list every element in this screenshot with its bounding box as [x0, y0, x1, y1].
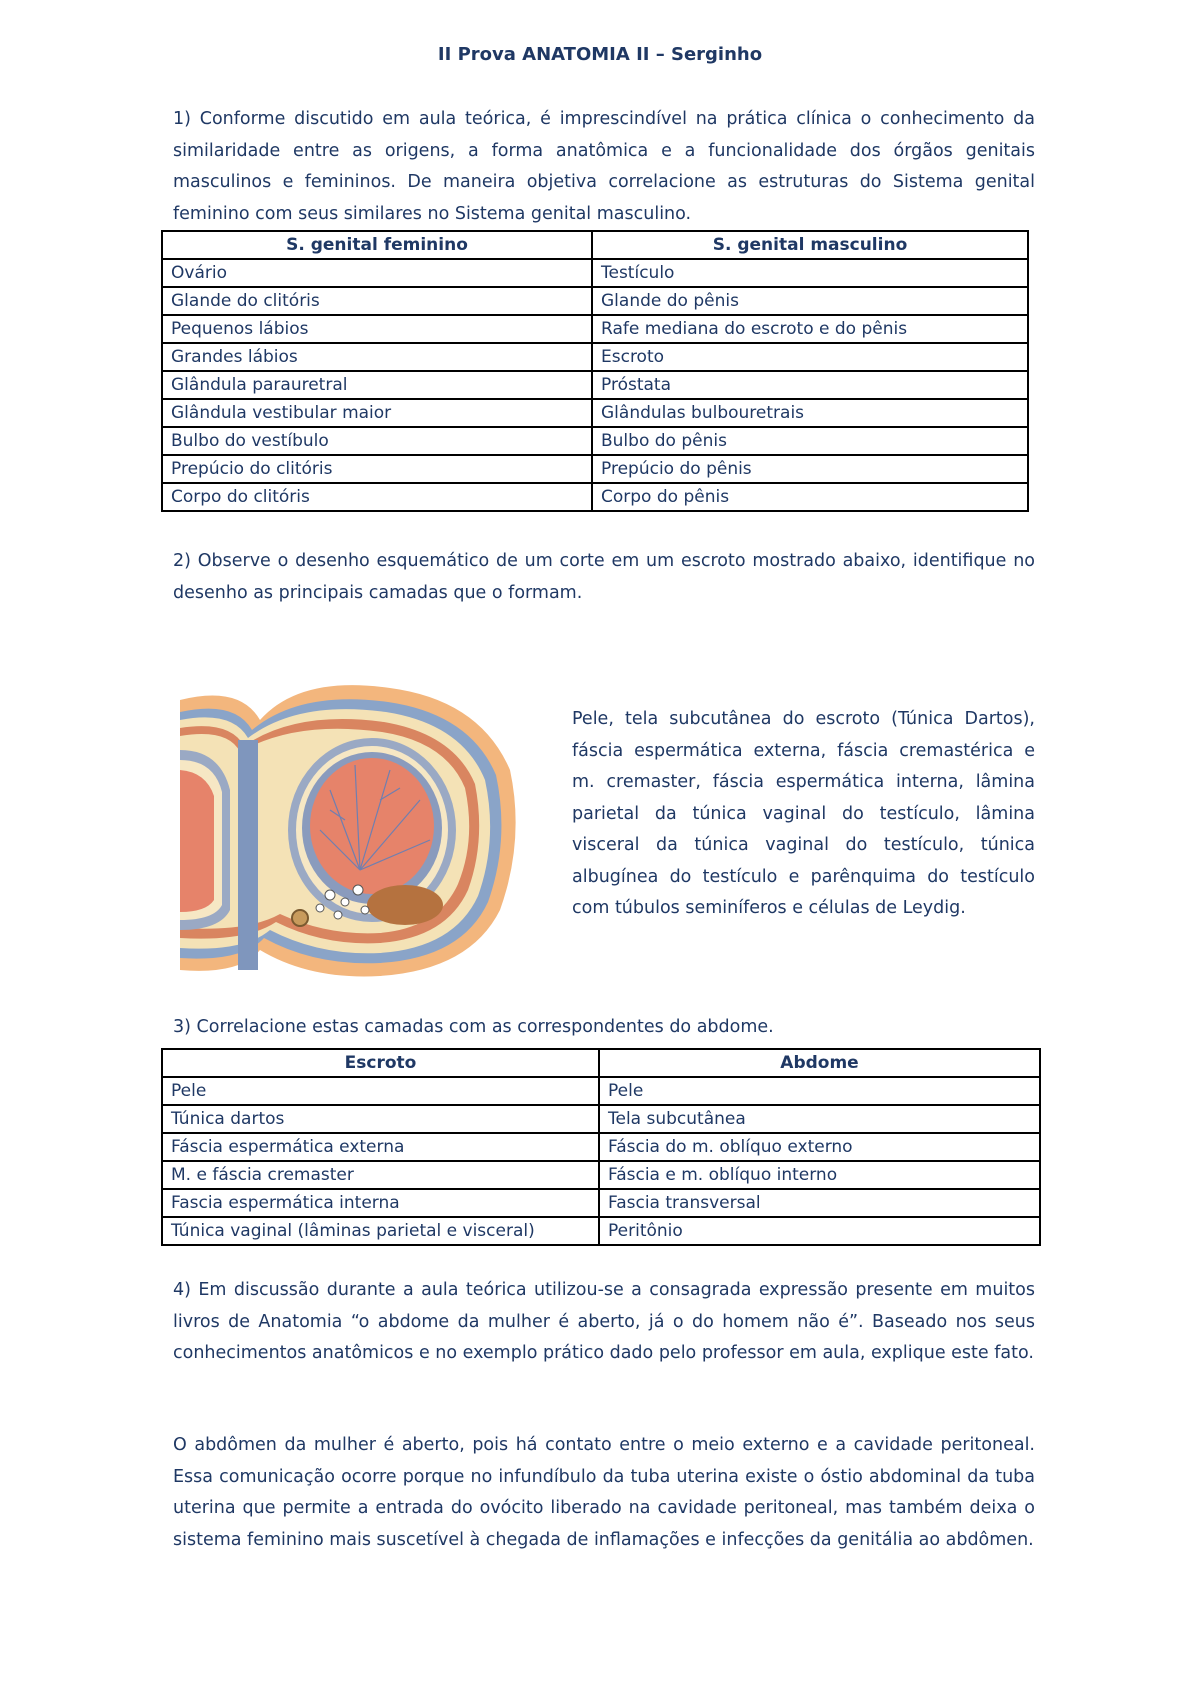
table-cell: Próstata: [592, 371, 1028, 399]
table-cell: M. e fáscia cremaster: [162, 1161, 599, 1189]
question-3-text: 3) Correlacione estas camadas com as correspondentes do abdome.: [173, 1017, 774, 1037]
table-row: [162, 399, 1028, 427]
table-cell: Glândula parauretral: [162, 371, 592, 399]
column-header: Escroto: [162, 1049, 599, 1077]
table-cell: Corpo do clitóris: [162, 483, 592, 511]
table-cell: Glande do pênis: [592, 287, 1028, 315]
table-cell: Grandes lábios: [162, 343, 592, 371]
table-header-row: [162, 231, 1028, 259]
scrotum-section-illustration: [180, 680, 550, 980]
table-cell: Pele: [599, 1077, 1040, 1105]
testis-parenchyma: [310, 758, 434, 894]
question-2-text: 2) Observe o desenho esquemático de um corte em um escroto mostrado abaixo, identifique no desenho as principais camadas que o formam.: [173, 551, 1035, 603]
table-cell: Glândula vestibular maior: [162, 399, 592, 427]
scrotum-drawing: [180, 680, 550, 980]
question-4-text: 4) Em discussão durante a aula teórica utilizou-se a consagrada expressão presente em muitos livros de Anatomia “o abdome da mulher é aberto, já o do homem não é”. Baseado nos seus conhecimentos anatômicos e no exemplo prático dado pelo professor em aula, explique este fato.: [173, 1280, 1035, 1363]
table-row: [162, 483, 1028, 511]
column-header: S. genital masculino: [592, 231, 1028, 259]
vas-deferens: [292, 910, 308, 926]
table-header-row: [162, 1049, 1040, 1077]
table-cell: Prepúcio do clitóris: [162, 455, 592, 483]
table-cell: Prepúcio do pênis: [592, 455, 1028, 483]
column-header: S. genital feminino: [162, 231, 592, 259]
table-cell: Fáscia espermática externa: [162, 1133, 599, 1161]
table-cell: Rafe mediana do escroto e do pênis: [592, 315, 1028, 343]
table-row: [162, 1105, 1040, 1133]
table-cell: Tela subcutânea: [599, 1105, 1040, 1133]
table-cell: Corpo do pênis: [592, 483, 1028, 511]
table-cell: Escroto: [592, 343, 1028, 371]
question-2-answer: Pele, tela subcutânea do escroto (Túnica Dartos), fáscia espermática externa, fáscia cremastérica e m. cremaster, fáscia espermática interna, lâmina parietal da túnica vaginal do testículo, lâmina visceral da túnica vaginal do testículo, túnica albugínea do testículo e parênquima do testículo com túbulos seminíferos e células de Leydig.: [572, 709, 1035, 918]
question-4-answer: O abdômen da mulher é aberto, pois há contato entre o meio externo e a cavidade peritoneal. Essa comunicação ocorre porque no infundíbulo da tuba uterina existe o óstio abdominal da tuba uterina que permite a entrada do ovócito liberado na cavidade peritoneal, mas também deixa o sistema feminino mais suscetível à chegada de inflamações e infecções da genitália ao abdômen.: [173, 1435, 1035, 1550]
table-cell: Fáscia e m. oblíquo interno: [599, 1161, 1040, 1189]
table-cell: Túnica dartos: [162, 1105, 599, 1133]
median-septum: [238, 740, 258, 970]
column-header: Abdome: [599, 1049, 1040, 1077]
table-row: [162, 343, 1028, 371]
table-layers-correlation: [161, 1048, 1041, 1246]
table-row: [162, 259, 1028, 287]
table-cell: Peritônio: [599, 1217, 1040, 1245]
table-cell: Glândulas bulbouretrais: [592, 399, 1028, 427]
table-cell: Túnica vaginal (lâminas parietal e visceral): [162, 1217, 599, 1245]
table-row: [162, 1133, 1040, 1161]
table-cell: Testículo: [592, 259, 1028, 287]
table-cell: Bulbo do pênis: [592, 427, 1028, 455]
table-row: [162, 371, 1028, 399]
page-title: II Prova ANATOMIA II – Serginho: [437, 44, 763, 65]
table-row: [162, 1077, 1040, 1105]
table-row: [162, 287, 1028, 315]
table-cell: Pele: [162, 1077, 599, 1105]
table-genital-correlation: [161, 230, 1029, 512]
epididymis: [367, 885, 443, 925]
table-cell: Glande do clitóris: [162, 287, 592, 315]
table-row: [162, 1217, 1040, 1245]
table-cell: Bulbo do vestíbulo: [162, 427, 592, 455]
table-cell: Fascia transversal: [599, 1189, 1040, 1217]
table-row: [162, 427, 1028, 455]
table-cell: Fascia espermática interna: [162, 1189, 599, 1217]
table-cell: Fáscia do m. oblíquo externo: [599, 1133, 1040, 1161]
question-1-text: 1) Conforme discutido em aula teórica, é imprescindível na prática clínica o conhecimento da similaridade entre as origens, a forma anatômica e a funcionalidade dos órgãos genitais masculinos e femininos. De maneira objetiva correlacione as estruturas do Sistema genital feminino com seus similares no Sistema genital masculino.: [173, 109, 1035, 224]
table-row: [162, 455, 1028, 483]
table-row: [162, 1161, 1040, 1189]
table-row: [162, 315, 1028, 343]
table-row: [162, 1189, 1040, 1217]
table-cell: Ovário: [162, 259, 592, 287]
table-cell: Pequenos lábios: [162, 315, 592, 343]
